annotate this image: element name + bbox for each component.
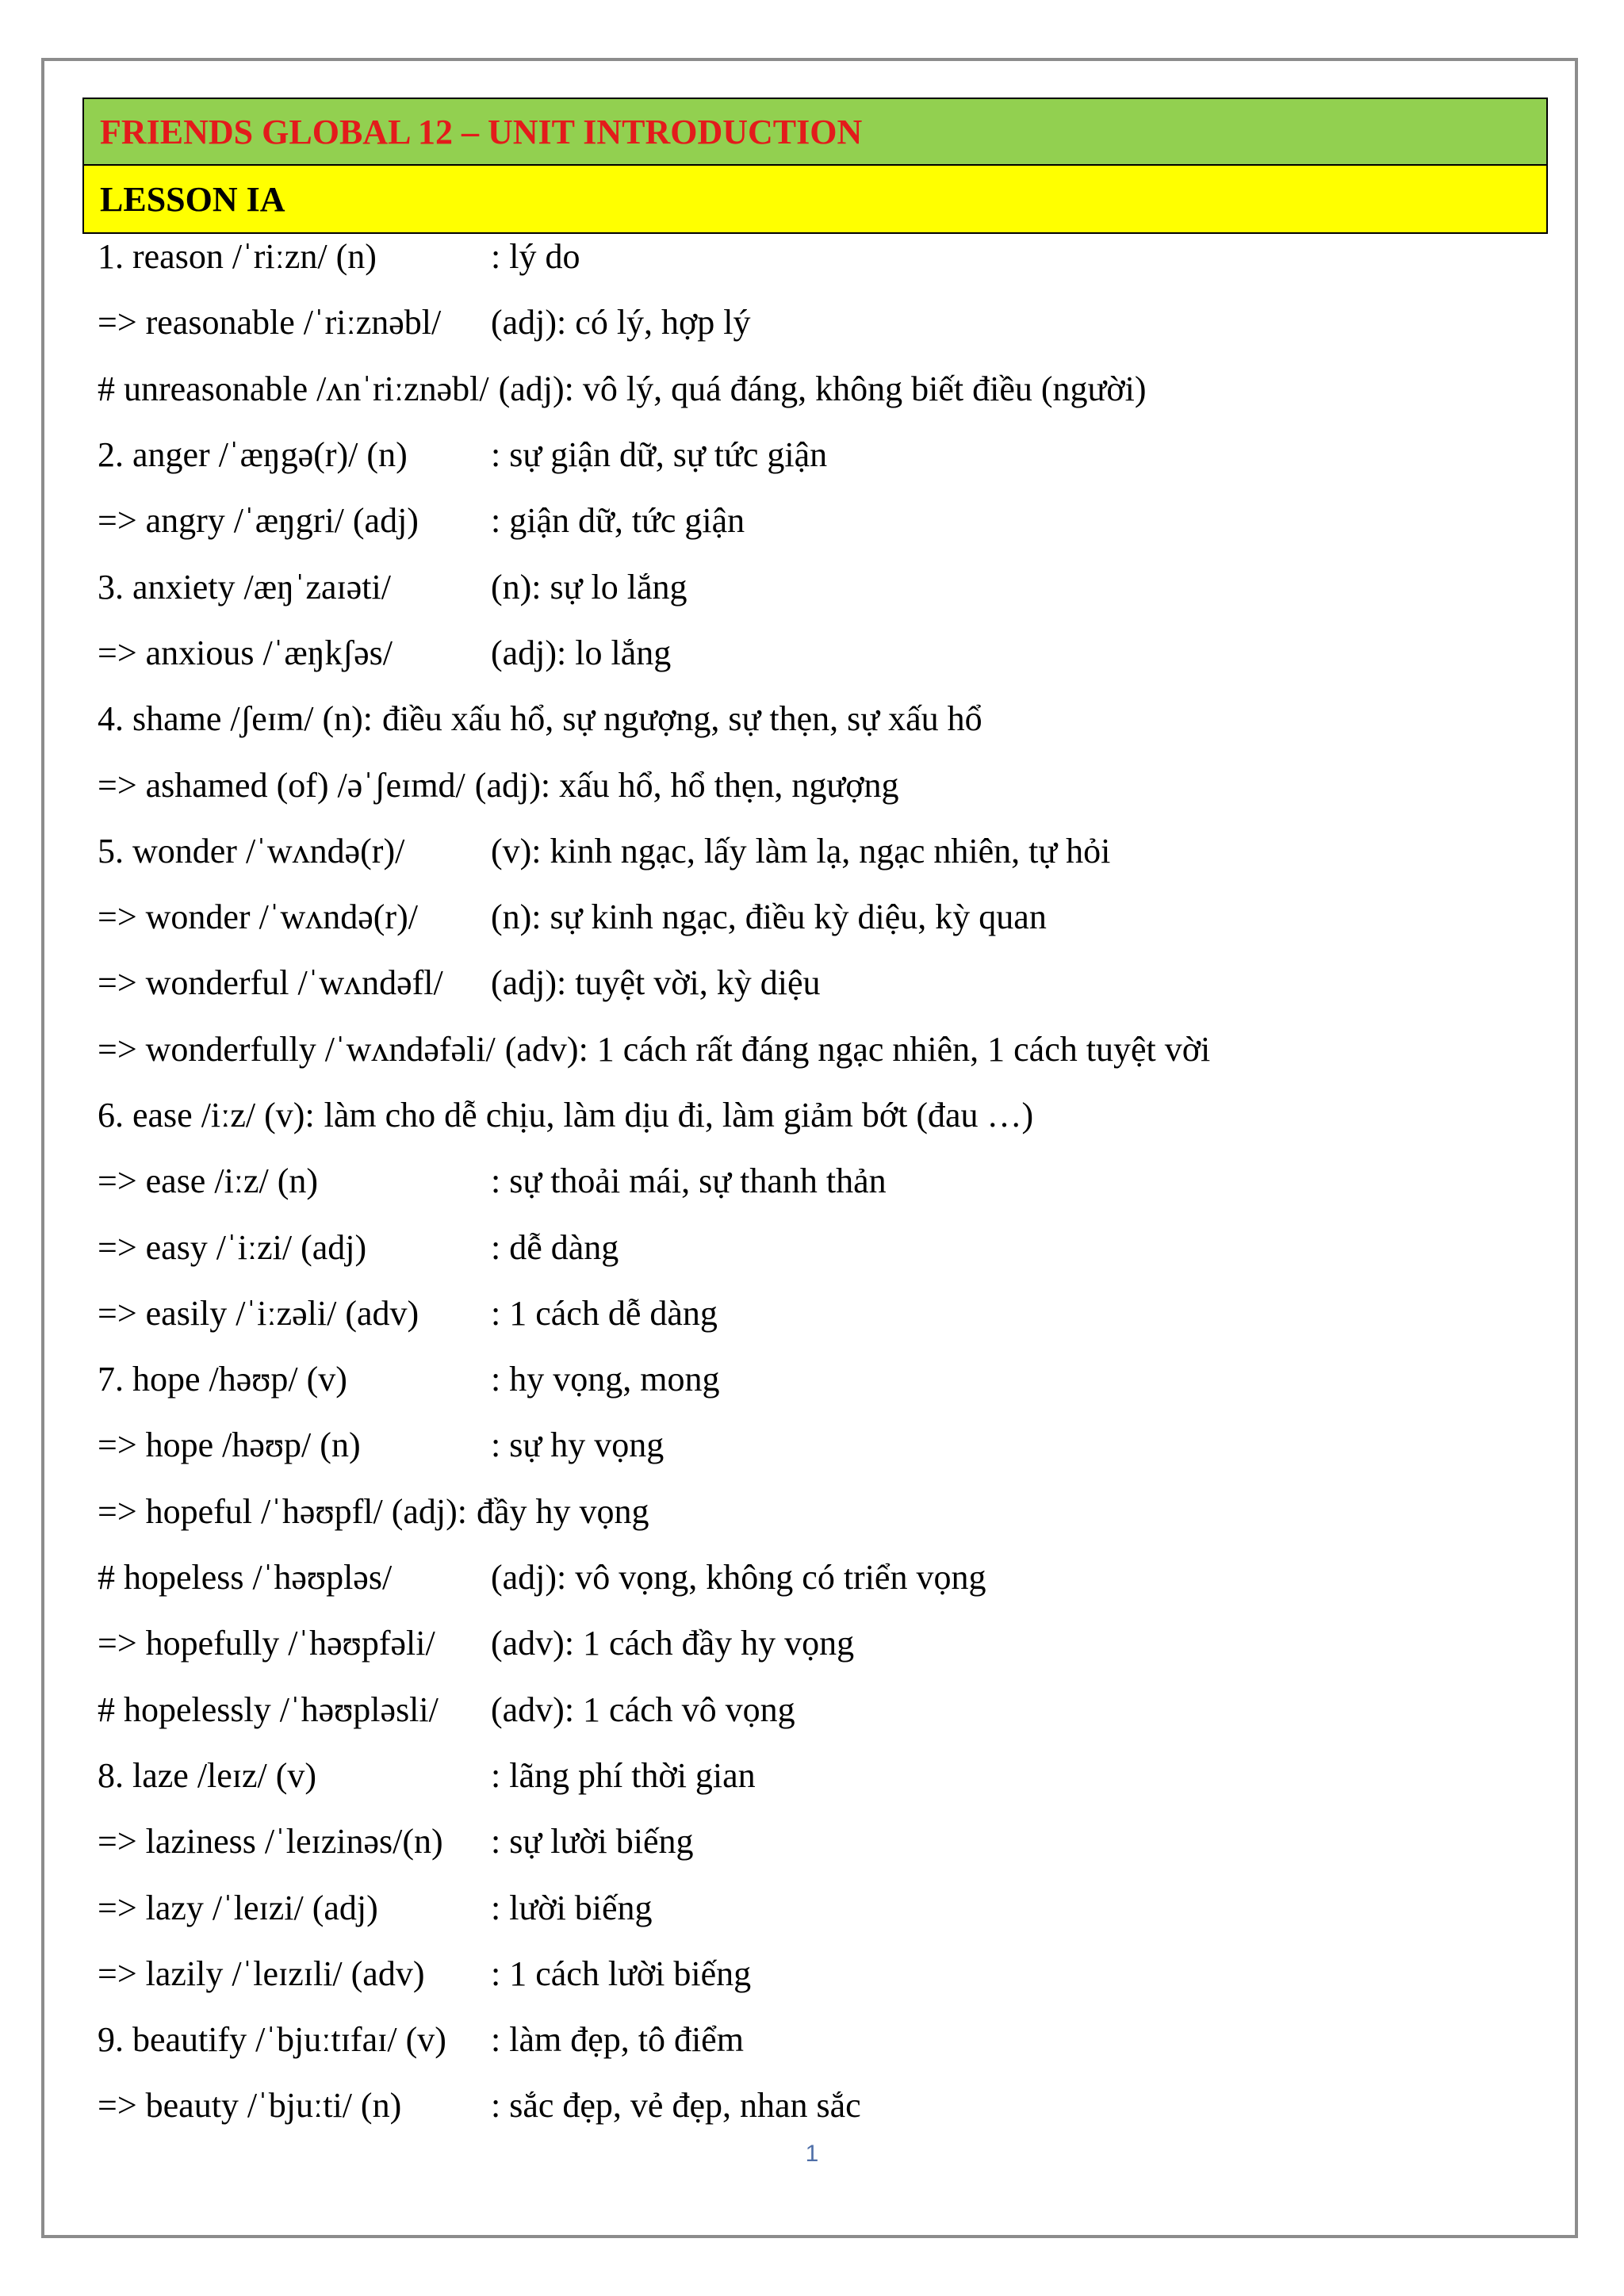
vocab-entry bbox=[98, 1544, 1541, 1610]
vocab-definition: (adj): vô lý, quá đáng, không biết điều (người) bbox=[498, 369, 1147, 408]
vocab-term: => ease /iːz/ (n) bbox=[98, 1161, 319, 1201]
vocab-entry bbox=[98, 884, 1541, 950]
vocab-definition: (adv): 1 cách đầy hy vọng bbox=[491, 1624, 855, 1663]
vocab-entry bbox=[98, 1148, 1541, 1214]
vocab-entry bbox=[98, 1016, 1541, 1082]
vocab-entry bbox=[98, 2007, 1541, 2072]
vocab-entry bbox=[98, 1346, 1541, 1412]
vocab-entry bbox=[98, 2072, 1541, 2138]
vocab-definition: : sắc đẹp, vẻ đẹp, nhan sắc bbox=[491, 2086, 861, 2126]
vocab-entry bbox=[98, 553, 1541, 619]
vocab-definition: (v): kinh ngạc, lấy làm lạ, ngạc nhiên, tự hỏi bbox=[491, 831, 1111, 871]
vocab-entry bbox=[98, 752, 1541, 817]
lesson-title: LESSON IA bbox=[84, 166, 1546, 232]
vocab-definition: (adv): 1 cách vô vọng bbox=[491, 1689, 795, 1729]
vocab-definition: : lý do bbox=[491, 237, 580, 277]
vocab-entry bbox=[98, 224, 1541, 289]
vocab-entry bbox=[98, 818, 1541, 884]
vocab-definition: (n): sự lo lắng bbox=[491, 567, 688, 607]
vocab-definition: : giận dữ, tức giận bbox=[491, 501, 745, 541]
vocab-term: 1. reason /ˈriːzn/ (n) bbox=[98, 237, 377, 277]
vocab-definition: : sự giận dữ, sự tức giận bbox=[491, 435, 828, 475]
vocab-definition: (adj): có lý, hợp lý bbox=[491, 303, 751, 342]
vocab-definition: (adj): lo lắng bbox=[491, 633, 672, 672]
vocab-entry bbox=[98, 950, 1541, 1016]
vocab-entry bbox=[98, 1082, 1541, 1148]
vocab-entry bbox=[98, 1214, 1541, 1280]
vocab-entry bbox=[98, 686, 1541, 752]
vocab-term: => laziness /ˈleɪzinəs/(n) bbox=[98, 1822, 443, 1862]
vocab-definition: : 1 cách dễ dàng bbox=[491, 1293, 718, 1333]
vocab-entry bbox=[98, 1874, 1541, 1940]
unit-title: FRIENDS GLOBAL 12 – UNIT INTRODUCTION bbox=[84, 99, 1546, 166]
vocab-entry bbox=[98, 289, 1541, 355]
vocab-definition: : sự thoải mái, sự thanh thản bbox=[491, 1161, 887, 1201]
vocab-entry bbox=[98, 1808, 1541, 1874]
vocab-term: 6. ease /iːz/ (v): bbox=[98, 1096, 315, 1135]
vocab-definition: : hy vọng, mong bbox=[491, 1360, 720, 1399]
vocab-definition: (adj): vô vọng, không có triển vọng bbox=[491, 1558, 986, 1598]
vocab-term: => lazily /ˈleɪzɪli/ (adv) bbox=[98, 1954, 425, 1993]
vocab-entry bbox=[98, 1280, 1541, 1346]
vocab-entry bbox=[98, 356, 1541, 422]
vocab-entry bbox=[98, 422, 1541, 488]
vocab-term: => easily /ˈiːzəli/ (adv) bbox=[98, 1293, 419, 1333]
vocab-term: => lazy /ˈleɪzi/ (adj) bbox=[98, 1888, 378, 1927]
vocab-term: => hopefully /ˈhəʊpfəli/ bbox=[98, 1624, 435, 1663]
vocab-definition: (adv): 1 cách rất đáng ngạc nhiên, 1 cách tuyệt vời bbox=[504, 1029, 1211, 1069]
vocab-term: # unreasonable /ʌnˈriːznəbl/ bbox=[98, 369, 489, 408]
vocab-term: # hopeless /ˈhəʊpləs/ bbox=[98, 1558, 393, 1598]
vocab-term: 5. wonder /ˈwʌndə(r)/ bbox=[98, 831, 405, 871]
vocab-entry bbox=[98, 1743, 1541, 1808]
vocab-entry bbox=[98, 620, 1541, 686]
vocab-term: 4. shame /ʃeɪm/ (n): bbox=[98, 699, 373, 739]
vocab-definition: : làm đẹp, tô điểm bbox=[491, 2020, 744, 2060]
vocab-entry bbox=[98, 1677, 1541, 1743]
vocab-term: => angry /ˈæŋgri/ (adj) bbox=[98, 501, 419, 541]
vocab-term: => wonderful /ˈwʌndəfl/ bbox=[98, 963, 443, 1003]
vocab-definition: điều xấu hổ, sự ngượng, sự thẹn, sự xấu hổ bbox=[382, 699, 982, 739]
vocab-term: => reasonable /ˈriːznəbl/ bbox=[98, 303, 442, 342]
vocab-term: => wonderfully /ˈwʌndəfəli/ bbox=[98, 1029, 496, 1069]
vocab-term: => beauty /ˈbjuːti/ (n) bbox=[98, 2086, 402, 2126]
vocab-term: 7. hope /həʊp/ (v) bbox=[98, 1360, 347, 1399]
vocab-entry bbox=[98, 1941, 1541, 2007]
lesson-header-table bbox=[82, 98, 1548, 234]
vocab-term: 9. beautify /ˈbjuːtɪfaɪ/ (v) bbox=[98, 2020, 446, 2060]
vocab-definition: : lười biếng bbox=[491, 1888, 653, 1927]
vocab-term: => wonder /ˈwʌndə(r)/ bbox=[98, 897, 418, 937]
vocab-definition: : 1 cách lười biếng bbox=[491, 1954, 752, 1993]
vocab-term: => ashamed (of) /əˈʃeɪmd/ bbox=[98, 765, 465, 805]
page-number: 1 bbox=[805, 2141, 819, 2167]
vocab-entry bbox=[98, 488, 1541, 553]
vocab-entry bbox=[98, 1610, 1541, 1676]
vocab-entry bbox=[98, 1479, 1541, 1544]
vocab-entry bbox=[98, 1412, 1541, 1478]
vocab-definition: đầy hy vọng bbox=[476, 1491, 649, 1531]
vocab-definition: làm cho dễ chịu, làm dịu đi, làm giảm bớt (đau …) bbox=[324, 1096, 1034, 1135]
vocab-term: => hope /həʊp/ (n) bbox=[98, 1425, 361, 1465]
vocab-term: => easy /ˈiːzi/ (adj) bbox=[98, 1227, 367, 1267]
vocab-definition: (n): sự kinh ngạc, điều kỳ diệu, kỳ quan bbox=[491, 897, 1047, 937]
vocab-definition: : sự lười biếng bbox=[491, 1822, 694, 1862]
vocabulary-list bbox=[98, 224, 1541, 2139]
vocab-definition: (adj): tuyệt vời, kỳ diệu bbox=[491, 963, 821, 1003]
vocab-definition: : lãng phí thời gian bbox=[491, 1755, 756, 1795]
vocab-term: 2. anger /ˈæŋgə(r)/ (n) bbox=[98, 435, 408, 475]
vocab-definition: (adj): xấu hổ, hổ thẹn, ngượng bbox=[474, 765, 899, 805]
vocab-term: 3. anxiety /æŋˈzaɪəti/ bbox=[98, 567, 391, 607]
vocab-term: => hopeful /ˈhəʊpfl/ (adj): bbox=[98, 1491, 467, 1531]
vocab-term: => anxious /ˈæŋkʃəs/ bbox=[98, 633, 393, 672]
vocab-definition: : sự hy vọng bbox=[491, 1425, 665, 1465]
vocab-term: # hopelessly /ˈhəʊpləsli/ bbox=[98, 1689, 439, 1729]
vocab-term: 8. laze /leɪz/ (v) bbox=[98, 1755, 317, 1795]
vocab-definition: : dễ dàng bbox=[491, 1227, 619, 1267]
